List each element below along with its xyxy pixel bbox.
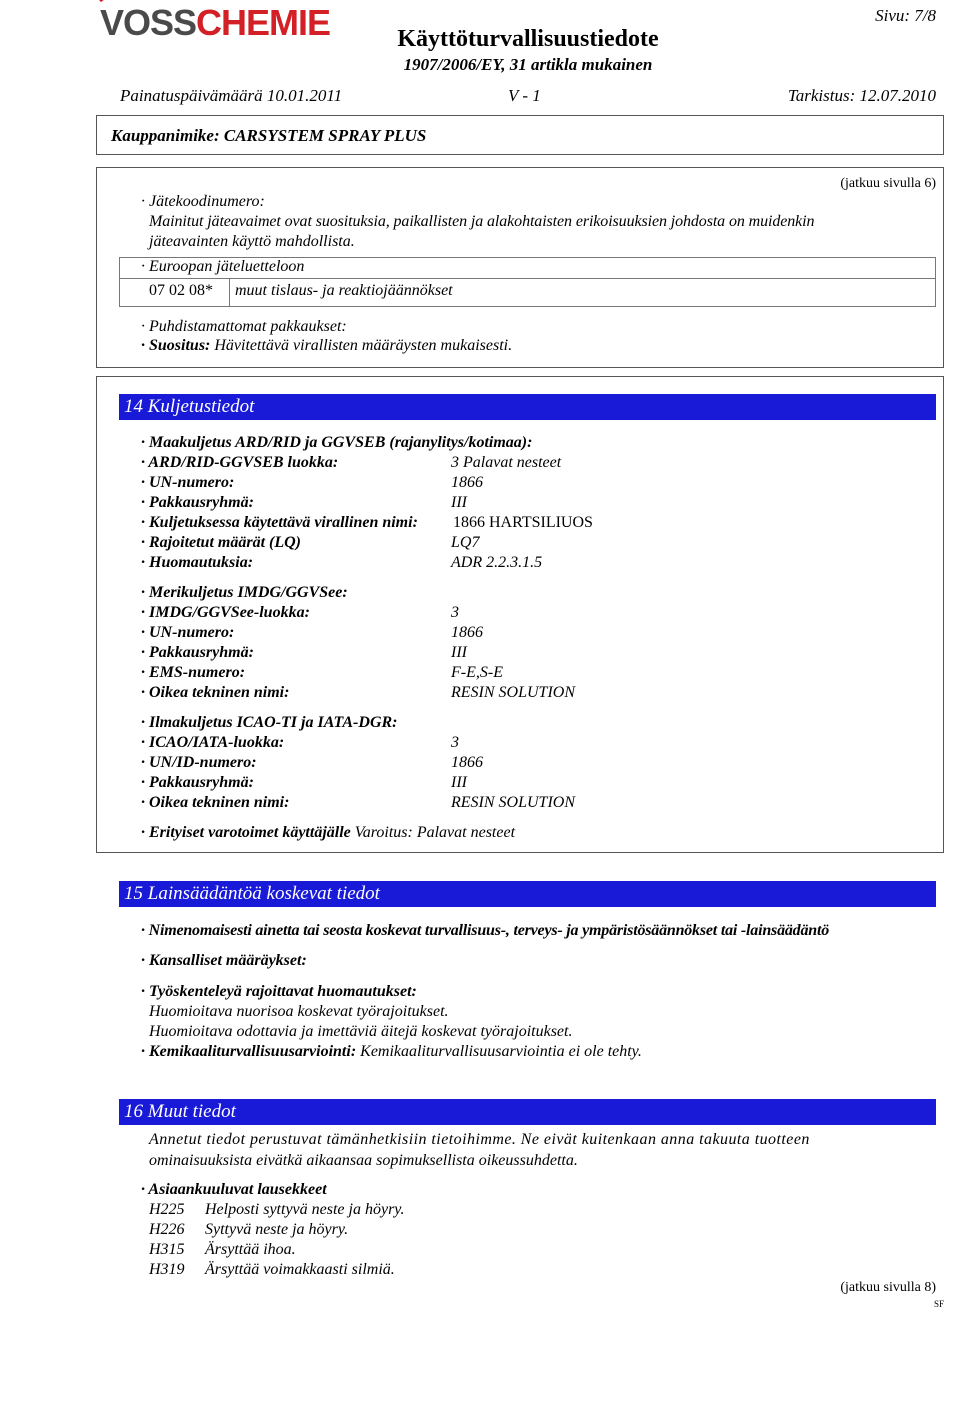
air-packing-group-label: · Pakkausryhmä: — [141, 774, 254, 791]
national-regulations: · Kansalliset määräykset: — [141, 952, 307, 969]
waste-code-description: muut tislaus- ja reaktiojäännökset — [235, 282, 453, 299]
section-14-heading: 14 Kuljetustiedot — [119, 394, 936, 420]
land-class-value: 3 Palavat nesteet — [451, 454, 562, 471]
land-packing-group-value: III — [451, 494, 467, 511]
hazard-phrase-text: Syttyvä neste ja höyry. — [205, 1221, 349, 1238]
sea-un-value: 1866 — [451, 624, 483, 641]
sea-packing-group-value: III — [451, 644, 467, 661]
sea-class-label: · IMDG/GGVSee-luokka: — [141, 604, 310, 621]
table-rule — [229, 278, 230, 307]
hazard-phrase-text: Ärsyttää ihoa. — [205, 1241, 296, 1258]
air-technical-name-value: RESIN SOLUTION — [451, 794, 576, 811]
sea-technical-name-value: RESIN SOLUTION — [451, 684, 576, 701]
page-number: Sivu: 7/8 — [875, 6, 936, 25]
hazard-code: H319 — [149, 1261, 185, 1278]
ems-number-label: · EMS-numero: — [141, 664, 246, 681]
hazard-code: H315 — [149, 1241, 185, 1258]
hazard-code: H226 — [149, 1221, 185, 1238]
version: V - 1 — [508, 86, 541, 105]
special-precautions-value: Varoitus: Palavat nesteet — [354, 824, 516, 841]
trade-name: Kauppanimike: CARSYSTEM SPRAY PLUS — [111, 126, 427, 145]
hazard-phrase — [149, 1261, 185, 1279]
air-un-value: 1866 — [451, 754, 483, 771]
hazard-code: H225 — [149, 1201, 185, 1218]
land-un-value: 1866 — [451, 474, 483, 491]
waste-note-line-1: Mainitut jäteavaimet ovat suosituksia, paikallisten ja alakohtaisten erikoisuuksien johdosta on muidenkin — [149, 213, 815, 230]
ems-number-value: F-E,S-E — [451, 664, 503, 681]
remarks-value: ADR 2.2.3.1.5 — [451, 554, 543, 571]
special-precautions-label: · Erityiset varotoimet käyttäjälle — [141, 824, 351, 841]
sea-un-label: · UN-numero: — [141, 624, 235, 641]
continued-from: (jatkuu sivulla 6) — [840, 176, 936, 191]
logo-text-chemie: CHEMIE — [196, 2, 331, 43]
work-restriction-line-1: Huomioitava nuorisoa koskevat työrajoitukset. — [149, 1003, 449, 1020]
land-transport-heading: · Maakuljetus ARD/RID ja GGVSEB (rajanylitys/kotimaa): — [141, 434, 533, 451]
waste-catalog-table — [119, 257, 936, 307]
logo-hook-icon — [98, 0, 128, 2]
chemical-safety-assessment-label: · Kemikaaliturvallisuusarviointi: — [141, 1043, 357, 1060]
revision-date: Tarkistus: 12.07.2010 — [787, 86, 936, 105]
trade-name-box — [96, 115, 944, 155]
sea-class-value: 3 — [451, 604, 459, 621]
waste-code-label: · Jätekoodinumero: — [141, 193, 265, 210]
print-date: Painatuspäivämäärä 10.01.2011 — [120, 86, 343, 105]
table-rule — [119, 306, 936, 307]
logo-text-voss: VOSS — [100, 2, 197, 43]
waste-code: 07 02 08* — [149, 282, 213, 299]
air-packing-group-value: III — [451, 774, 467, 791]
hazard-phrase — [149, 1241, 185, 1259]
chemical-safety-assessment-value: Kemikaaliturvallisuusarviointia ei ole tehty. — [360, 1043, 642, 1060]
land-shipping-name-label: · Kuljetuksessa käytettävä virallinen nimi: — [141, 514, 418, 531]
air-technical-name-label: · Oikea tekninen nimi: — [141, 794, 290, 811]
air-class-value: 3 — [451, 734, 459, 751]
section-16-heading: 16 Muut tiedot — [119, 1099, 936, 1125]
table-rule — [935, 257, 936, 307]
intro-line-2: ominaisuuksista eivätkä aikaansaa sopimuksellista oikeussuhdetta. — [149, 1152, 578, 1169]
hazard-phrase — [149, 1221, 185, 1239]
work-restrictions-label: · Työskenteleyä rajoittavat huomautukset: — [141, 983, 417, 1000]
table-rule — [119, 278, 936, 279]
waste-catalog-label: · Euroopan jäteluetteloon — [141, 258, 305, 275]
intro-line-1: Annetut tiedot perustuvat tämänhetkisiin tietoihimme. Ne eivät kuitenkaan anna takuuta tuotteen — [149, 1131, 810, 1148]
hazard-phrase-text: Helposti syttyvä neste ja höyry. — [205, 1201, 405, 1218]
land-un-label: · UN-numero: — [141, 474, 235, 491]
document-subtitle: 1907/2006/EY, 31 artikla mukainen — [403, 55, 653, 74]
waste-note-line-2: jäteavainten käyttö mahdollista. — [149, 233, 355, 250]
table-rule — [119, 257, 120, 307]
air-transport-heading: · Ilmakuljetus ICAO-TI ja IATA-DGR: — [141, 714, 398, 731]
sea-packing-group-label: · Pakkausryhmä: — [141, 644, 254, 661]
language-code: SF — [933, 1299, 944, 1309]
land-shipping-name-value: 1866 HARTSILIUOS — [453, 514, 593, 531]
relevant-phrases-label: · Asiaankuuluvat lausekkeet — [141, 1181, 327, 1198]
sea-technical-name-label: · Oikea tekninen nimi: — [141, 684, 290, 701]
document-title: Käyttöturvallisuustiedote — [397, 26, 659, 52]
air-class-label: · ICAO/IATA-luokka: — [141, 734, 285, 751]
hazard-phrase — [149, 1201, 185, 1219]
air-un-label: · UN/ID-numero: — [141, 754, 257, 771]
uncleaned-packaging-label: · Puhdistamattomat pakkaukset: — [141, 318, 347, 335]
land-packing-group-label: · Pakkausryhmä: — [141, 494, 254, 511]
recommendation-label: · Suositus: — [141, 337, 211, 354]
land-class-label: · ARD/RID-GGVSEB luokka: — [141, 454, 339, 471]
limited-quantity-label: · Rajoitetut määrät (LQ) — [141, 534, 301, 551]
work-restriction-line-2: Huomioitava odottavia ja imettäviä äitejä koskevat työrajoitukset. — [149, 1023, 573, 1040]
hazard-phrase-text: Ärsyttää voimakkaasti silmiä. — [205, 1261, 395, 1278]
sea-transport-heading: · Merikuljetus IMDG/GGVSee: — [141, 584, 348, 601]
continued-to: (jatkuu sivulla 8) — [840, 1280, 936, 1295]
specific-regulations: · Nimenomaisesti ainetta tai seosta koskevat turvallisuus-, terveys- ja ympäristösäännökset tai -lainsäädäntö — [141, 922, 830, 939]
section-15-heading: 15 Lainsäädäntöä koskevat tiedot — [119, 881, 936, 907]
limited-quantity-value: LQ7 — [451, 534, 480, 551]
remarks-label: · Huomautuksia: — [141, 554, 254, 571]
recommendation-value: Hävitettävä virallisten määräysten mukaisesti. — [214, 337, 513, 354]
